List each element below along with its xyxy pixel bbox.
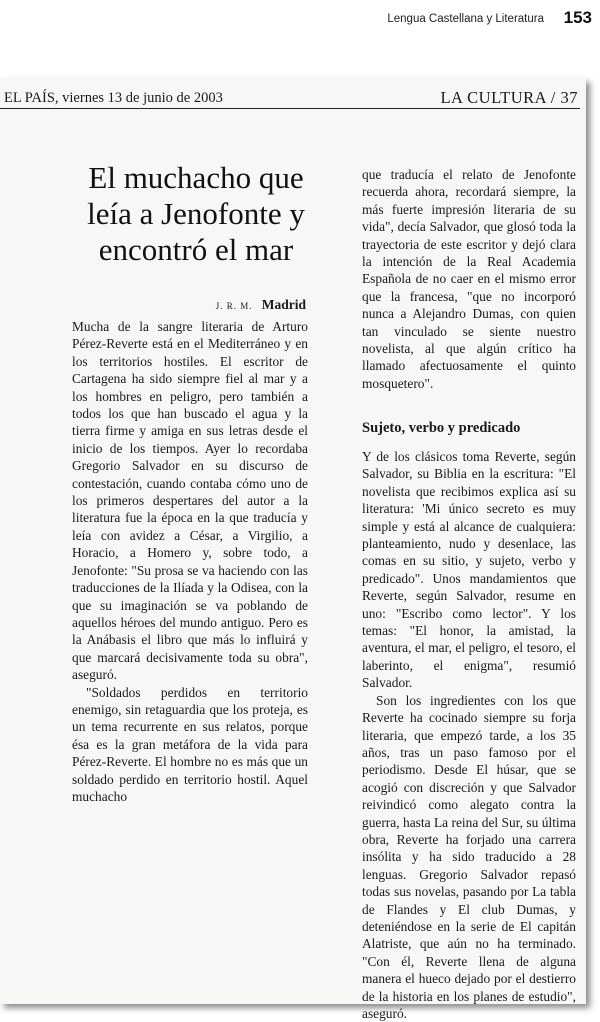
article-paragraph: Mucha de la sangre literaria de Arturo Pérez-Reverte está en el Mediterráneo y en los territorios hostiles. El escritor de Cartagena ha sido siempre fiel al mar y a los hombres en peligro, pero también a todos los que han buscado el agua y la tierra firme y amiga en sus letras desde el inicio de los tiempos. Ayer lo recordaba Gregorio Salvador en su discurso de contestación, cuando contaba cómo uno de los primeros despertares del autor a la literatura fue la época en la que traducía y leía con avidez a César, a Virgilio, a Horacio, a Homero y, sobre todo, a Jenofonte: "Su prosa se va haciendo con las traducciones de la Ilíada y la Odisea, con la que su imaginación se va poblando de aquellos héroes del mundo antiguo. Pero es la Anábasis el libro que más lo influirá y que marcará decisivamente toda su obra", aseguró. bbox=[72, 319, 308, 683]
article-paragraph: "Soldados perdidos en territorio enemigo, sin retaguardia que los proteja, es un tema recurrente en sus relatos, porque ésa es la gran metáfora de la vida para Pérez-Reverte. El hombre no es más que un soldado perdido en territorio hostil. Aquel muchacho bbox=[72, 684, 308, 804]
book-page-number: 153 bbox=[563, 8, 592, 27]
newspaper-masthead bbox=[0, 86, 580, 109]
book-page-header bbox=[0, 0, 600, 38]
byline-initials: J. R. M. bbox=[215, 301, 253, 311]
article-column-2-continued bbox=[362, 448, 576, 1022]
masthead-section: LA CULTURA / 37 bbox=[440, 88, 578, 107]
article-paragraph: que traducía el relato de Jenofonte recuerda ahora, recordará siempre, la más fuerte impresión literaria de su vida", decía Salvador, que glosó toda la trayectoria de este escritor y dejó clara la intención de la Real Academia Española de no caer en el mismo error que la francesa, "que no incorporó nunca a Alejandro Dumas, con quien tan vinculado se siente nuestro novelista, al que algún crítico ha llamado afectuosamente el quinto mosquetero". bbox=[362, 167, 576, 391]
masthead-dateline: EL PAÍS, viernes 13 de junio de 2003 bbox=[4, 90, 223, 106]
article-column-1 bbox=[72, 318, 308, 805]
article-paragraph: Y de los clásicos toma Reverte, según Salvador, su Biblia en la escritura: "El novelista que recibimos explica así su literatura: 'Mi único secreto es muy simple y está al alcance de cualquiera: planteamiento, nudo y desenlace, las comas en su sitio, y sujeto, verbo y predicado". Unos mandamientos que Reverte, según Salvador, resume en uno: "Escribo como lector". Y los temas: "El honor, la amistad, la aventura, el mar, el peligro, el tesoro, el laberinto, el enigma", resumió Salvador. bbox=[362, 449, 576, 691]
article-subheading: Sujeto, verbo y predicado bbox=[362, 420, 521, 436]
article-column-2 bbox=[362, 166, 576, 392]
book-section-title: Lengua Castellana y Literatura bbox=[387, 13, 544, 25]
article-byline bbox=[70, 297, 306, 313]
article-paragraph: Son los ingredientes con los que Reverte ha cocinado siempre su forja literaria, que empezó tarde, a los 35 años, tras un paso famoso por el periodismo. Desde El húsar, que se acogió con discreción y que Salvador reivindicó como alegato contra la guerra, hasta La reina del Sur, su última obra, Reverte ha forjado una carrera insólita y ha sido traducido a 28 lenguas. Gregorio Salvador repasó todas sus novelas, pasando por La tabla de Flandes y El club Dumas, y deteniéndose en la serie de El capitán Alatriste, que aún no ha terminado. "Con él, Reverte llena de alguna manera el hueco dejado por el destierro de la historia en los planes de estudio", aseguró. bbox=[362, 692, 576, 1021]
article-headline: El muchacho que leía a Jenofonte y encontró el mar bbox=[87, 160, 305, 267]
byline-place: Madrid bbox=[261, 297, 306, 312]
